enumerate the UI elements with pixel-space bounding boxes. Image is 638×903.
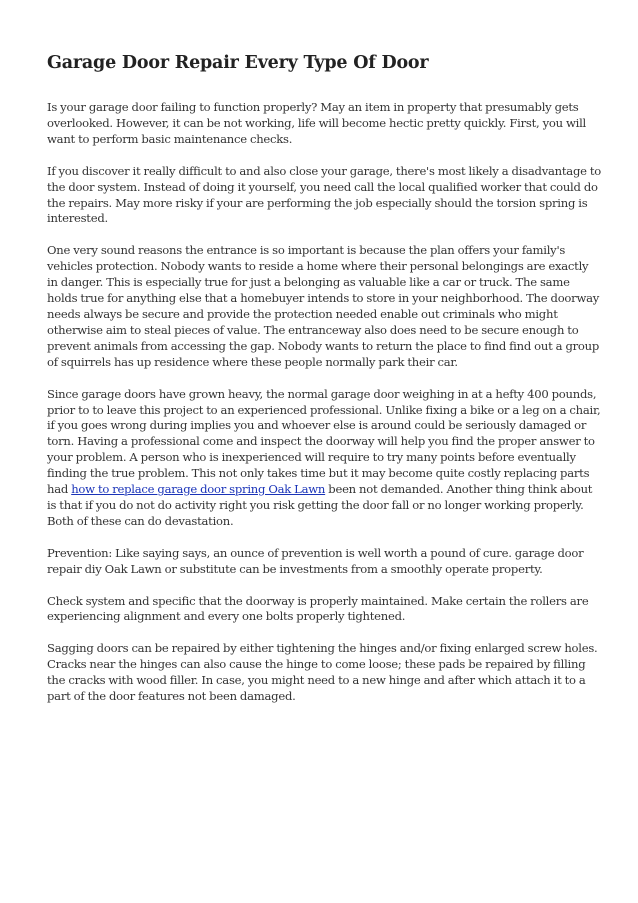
paragraph-professional-text-before: Since garage doors have grown heavy, the normal garage door weighing in at a hefty 400 pounds, prior to to leave this project to an experienced professional. Unlike fixing a bike or a leg on a chair, if you goes wrong during implies you and whoever else is around could be seriously damaged or torn. Having a professional come and inspect the doorway will help you find the proper answer to your problem. A person who is inexperienced will require to try many points before eventually finding the true problem. This not only takes time but it may become quite costly replacing parts had xyxy=(47,386,601,497)
paragraph-professional xyxy=(47,387,601,530)
spring-repair-link[interactable]: how to replace garage door spring Oak Lawn xyxy=(71,482,326,497)
paragraph-prevention: Prevention: Like saying says, an ounce of prevention is well worth a pound of cure. garage door repair diy Oak Lawn or substitute can be investments from a smoothly operate property. xyxy=(47,545,584,576)
paragraph-sagging-doors: Sagging doors can be repaired by either tightening the hinges and/or fixing enlarged screw holes. Cracks near the hinges can also cause the hinge to come loose; these pads be repaired by filling the cracks with wood filler. In case, you might need to a new hinge and after which attach it to a part of the door features not been damaged. xyxy=(47,641,598,704)
paragraph-intro: Is your garage door failing to function properly? May an item in property that presumably gets overlooked. However, it can be not working, life will become hectic pretty quickly. First, you will want to perform basic maintenance checks. xyxy=(47,100,586,146)
paragraph-maintenance: Check system and specific that the doorway is properly maintained. Make certain the rollers are experiencing alignment and every one bolts properly tightened. xyxy=(47,593,589,624)
paragraph-difficulty: If you discover it really difficult to and also close your garage, there's most likely a disadvantage to the door system. Instead of doing it yourself, you need call the local qualified worker that could do the repairs. May more risky if your are performing the job especially should the torsion spring is interested. xyxy=(47,163,602,226)
document-page xyxy=(47,52,601,721)
paragraph-security: One very sound reasons the entrance is so important is because the plan offers your family's vehicles protection. Nobody wants to reside a home where their personal belongings are exactly in danger. This is especially true for just a belonging as valuable like a car or truck. The same holds true for anything else that a homebuyer intends to store in your neighborhood. The doorway needs always be secure and provide the protection needed enable out criminals who might otherwise aim to steal pieces of value. The entranceway also does need to be secure enough to prevent animals from accessing the gap. Nobody wants to return the place to find find out a group of squirrels has up residence where these people normally park their car. xyxy=(47,243,600,369)
paragraph-professional-text-after: been not demanded. Another thing think about is that if you do not do activity right you risk getting the door fall or no longer working properly. Both of these can do devastation. xyxy=(47,482,593,528)
page-title: Garage Door Repair Every Type Of Door xyxy=(47,53,429,73)
